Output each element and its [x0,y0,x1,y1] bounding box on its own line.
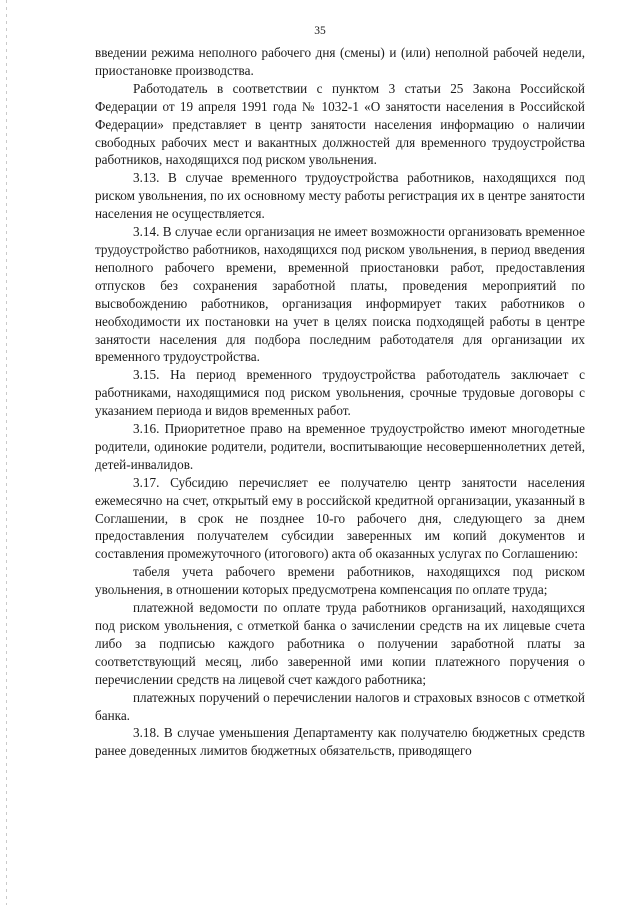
page-number: 35 [314,25,326,37]
paragraph-3-16: 3.16. Приоритетное право на временное трудоустройство имеют многодетные родители, одинокие родители, родители, воспитывающие несовершеннолетних детей, детей-инвалидов. [95,421,585,472]
list-item-timesheet: табеля учета рабочего времени работников, находящихся под риском увольнения, в отношении которых предусмотрена компенсация по оплате труда; [95,564,585,598]
list-item-payment-orders: платежных поручений о перечислении налогов и страховых взносов с отметкой банка. [95,689,585,723]
scan-edge-line [6,0,7,905]
paragraph-3-17: 3.17. Субсидию перечисляет ее получателю центр занятости населения ежемесячно на счет, открытый ему в российской кредитной организации, указанный в Соглашении, в срок не позднее 10-го рабочего дня, следующего за днем предоставления получателем субсидии заверенных им копий документов и составления промежуточного (итогового) акта об оказанных услугах по Соглашению: [95,474,585,562]
paragraph-continuation: введении режима неполного рабочего дня (смены) и (или) неполной рабочей недели, приостановке производства. [95,45,585,78]
list-item-payroll: платежной ведомости по оплате труда работников организаций, находящихся под риском увольнения, с отметкой банка о зачислении средств на их лицевые счета либо за подписью каждого работника о получении заработной платы за соответствующий месяц, либо заверенной ими копии платежного поручения о перечислении средств на лицевой счет каждого работника; [95,600,585,687]
paragraph-3-18: 3.18. В случае уменьшения Департаменту как получателю бюджетных средств ранее доведенных лимитов бюджетных обязательств, приводящего [95,725,585,759]
paragraph-employer-info: Работодатель в соответствии с пунктом 3 статьи 25 Закона Российской Федерации от 19 апреля 1991 года № 1032-1 «О занятости населения в Российской Федерации» представляет в центр занятости населения информацию о наличии свободных рабочих мест и вакантных должностей для временного трудоустройства работников, находящихся под риском увольнения. [95,80,585,168]
paragraph-3-15: 3.15. На период временного трудоустройства работодатель заключает с работниками, находящимися под риском увольнения, срочные трудовые договоры с указанием периода и видов временных работ. [95,367,585,419]
document-body [95,44,585,760]
paragraph-3-13: 3.13. В случае временного трудоустройства работников, находящихся под риском увольнения, по их основному месту работы регистрация их в центре занятости населения не осуществляется. [95,170,585,222]
paragraph-3-14: 3.14. В случае если организация не имеет возможности организовать временное трудоустройство работников, находящихся под риском увольнения, в период введения неполного рабочего времени, временной приостановки работ, предоставления отпусков без сохранения заработной платы, проведения мероприятий по высвобождению работников, организация информирует таких работников о необходимости их постановки на учет в целях поиска подходящей работы в центре занятости населения для подбора последним работодателя для организации их временного трудоустройства. [95,224,585,365]
